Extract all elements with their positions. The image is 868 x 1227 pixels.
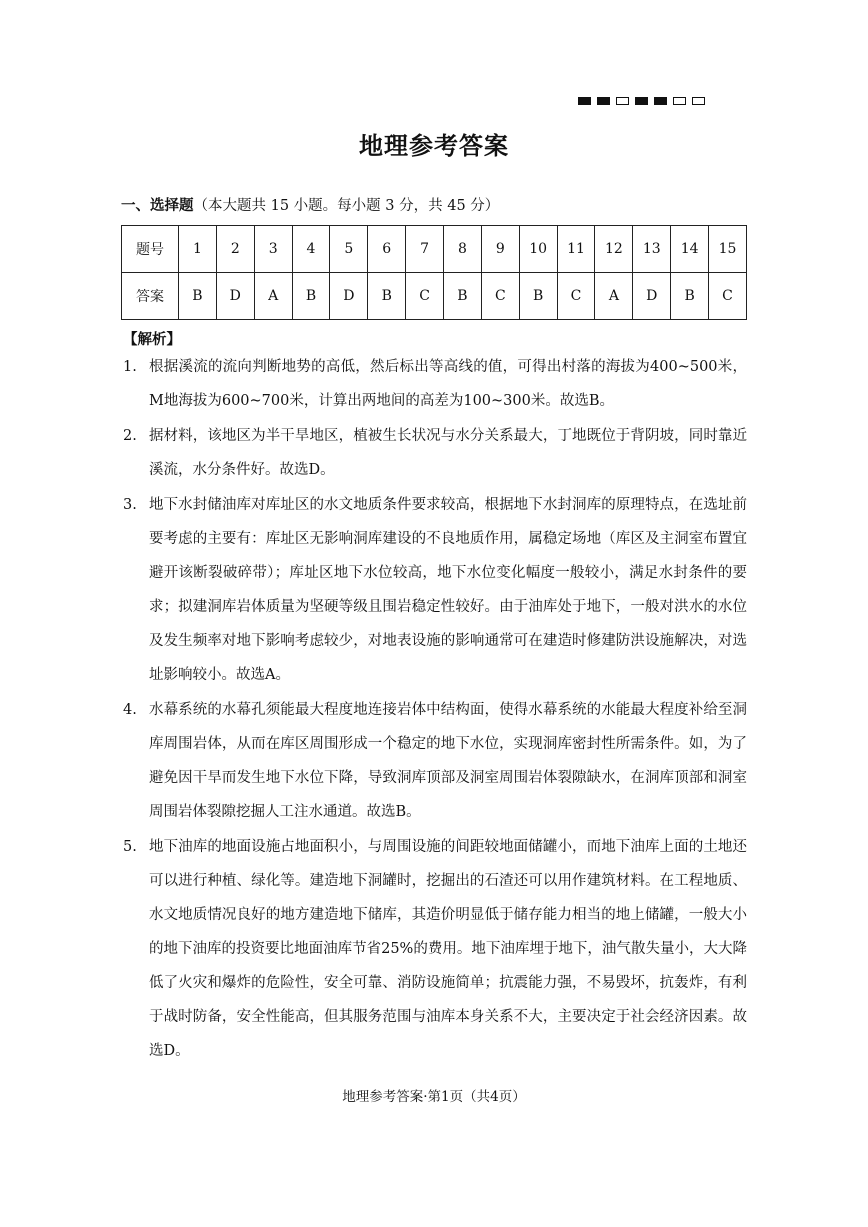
answer-cell: A <box>254 273 292 320</box>
question-number-cell: 7 <box>406 226 444 273</box>
empty-square-mark <box>616 97 629 105</box>
answer-cell: D <box>216 273 254 320</box>
question-number-cell: 15 <box>709 226 747 273</box>
analysis-item <box>123 350 747 418</box>
item-text: 据材料，该地区为半干旱地区，植被生长状况与水分关系最大，丁地既位于背阴坡，同时靠近溪流，水分条件好。故选D。 <box>149 428 747 478</box>
filled-square-mark <box>654 97 667 105</box>
question-number-cell: 4 <box>292 226 330 273</box>
item-number: 4. <box>123 702 137 718</box>
section-heading <box>121 194 499 215</box>
analysis-item <box>123 419 747 487</box>
answer-cell: C <box>557 273 595 320</box>
answer-cell: B <box>292 273 330 320</box>
empty-square-mark <box>673 97 686 105</box>
question-number-cell: 12 <box>595 226 633 273</box>
answer-row <box>122 273 747 320</box>
page-title: 地理参考答案 <box>359 132 509 160</box>
question-number-cell: 9 <box>481 226 519 273</box>
section-label: 一、选择题 <box>121 198 194 214</box>
section-note: （本大题共 15 小题。每小题 3 分，共 45 分） <box>193 198 500 214</box>
question-number-cell: 10 <box>519 226 557 273</box>
item-number: 1. <box>123 359 137 375</box>
question-number-cell: 1 <box>179 226 217 273</box>
filled-square-mark <box>635 97 648 105</box>
analysis-heading: 【解析】 <box>123 332 181 348</box>
answer-cell: B <box>519 273 557 320</box>
question-number-cell: 2 <box>216 226 254 273</box>
answer-cell: C <box>406 273 444 320</box>
question-number-cell: 8 <box>444 226 482 273</box>
analysis-item <box>123 830 747 1068</box>
item-number: 5. <box>123 839 137 855</box>
analysis-list <box>123 350 747 1069</box>
page-footer: 地理参考答案·第1页（共4页） <box>342 1089 526 1105</box>
answer-cell: B <box>444 273 482 320</box>
item-number: 2. <box>123 428 137 444</box>
item-text: 地下水封储油库对库址区的水文地质条件要求较高，根据地下水封洞库的原理特点，在选址前要考虑的主要有：库址区无影响洞库建设的不良地质作用，属稳定场地（库区及主洞室布置宜避开该断裂破碎带）；库址区地下水位较高，地下水位变化幅度一般较小，满足水封条件的要求；拟建洞库岩体质量为坚硬等级且围岩稳定性较好。由于油库处于地下，一般对洪水的水位及发生频率对地下影响考虑较少，对地表设施的影响通常可在建造时修建防洪设施解决，对选址影响较小。故选A。 <box>149 497 747 683</box>
item-text: 水幕系统的水幕孔须能最大程度地连接岩体中结构面，使得水幕系统的水能最大程度补给至洞库周围岩体，从而在库区周围形成一个稳定的地下水位，实现洞库密封性所需条件。如，为了避免因干旱而发生地下水位下降，导致洞库顶部及洞室周围岩体裂隙缺水，在洞库顶部和洞室周围岩体裂隙挖掘人工注水通道。故选B。 <box>149 702 747 820</box>
question-number-cell: 11 <box>557 226 595 273</box>
answer-cell: D <box>633 273 671 320</box>
answer-cell: A <box>595 273 633 320</box>
filled-square-mark <box>578 97 591 105</box>
empty-square-mark <box>692 97 705 105</box>
analysis-item <box>123 488 747 692</box>
row-label-answer: 答案 <box>122 273 179 320</box>
question-number-cell: 3 <box>254 226 292 273</box>
filled-square-mark <box>597 97 610 105</box>
answer-cell: D <box>330 273 368 320</box>
answer-table <box>121 225 747 320</box>
number-row <box>122 226 747 273</box>
answer-cell: B <box>368 273 406 320</box>
header-marks <box>578 97 705 105</box>
row-label-number: 题号 <box>122 226 179 273</box>
question-number-cell: 13 <box>633 226 671 273</box>
answer-cell: C <box>481 273 519 320</box>
item-text: 地下油库的地面设施占地面积小，与周围设施的间距较地面储罐小，而地下油库上面的土地还可以进行种植、绿化等。建造地下洞罐时，挖掘出的石渣还可以用作建筑材料。在工程地质、水文地质情况良好的地方建造地下储库，其造价明显低于储存能力相当的地上储罐，一般大小的地下油库的投资要比地面油库节省25%的费用。地下油库埋于地下，油气散失量小，大大降低了火灾和爆炸的危险性，安全可靠、消防设施简单；抗震能力强，不易毁坏，抗轰炸，有利于战时防备，安全性能高，但其服务范围与油库本身关系不大，主要决定于社会经济因素。故选D。 <box>149 839 747 1059</box>
item-number: 3. <box>123 497 137 513</box>
item-text: 根据溪流的流向判断地势的高低，然后标出等高线的值，可得出村落的海拔为400~500米，M地海拔为600~700米，计算出两地间的高差为100~300米。故选B。 <box>149 359 747 409</box>
question-number-cell: 6 <box>368 226 406 273</box>
answer-cell: C <box>709 273 747 320</box>
analysis-item <box>123 693 747 829</box>
question-number-cell: 14 <box>671 226 709 273</box>
answer-cell: B <box>179 273 217 320</box>
question-number-cell: 5 <box>330 226 368 273</box>
answer-cell: B <box>671 273 709 320</box>
